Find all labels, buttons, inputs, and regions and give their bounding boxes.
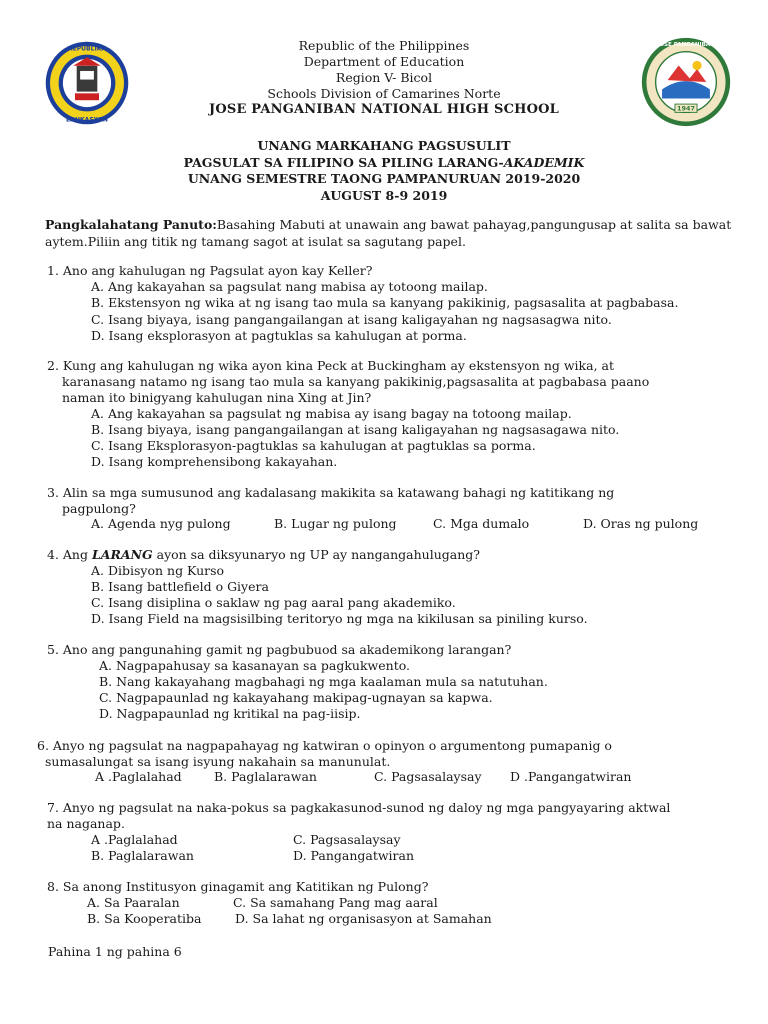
q1-choice-c: C. Isang biyaya, isang pangangailangan at isang kaligayahan ng nagsasagwa nito. (91, 312, 612, 327)
q4-emphasis: LARANG (91, 547, 153, 562)
exam-semester: UNANG SEMESTRE TAONG PAMPANURUAN 2019-2020 (187, 171, 581, 186)
svg-text:JOSE PANGANIBAN: JOSE PANGANIBAN (657, 42, 715, 49)
q1-choice-a: A. Ang kakayahan sa pagsulat nang mabisa ay totoong mailap. (91, 279, 488, 294)
q2-choice-c: C. Isang Eksplorasyon-pagtuklas sa kahulugan at pagtuklas sa porma. (91, 438, 536, 453)
q5-stem: 5. Ano ang pangunahing gamit ng pagbubuod sa akademikong larangan? (47, 642, 512, 657)
q1-choice-d: D. Isang eksplorasyon at pagtuklas sa kahulugan at porma. (91, 328, 467, 343)
q6-stem-line2: sumasalungat sa isang isyung nakahain sa manunulat. (45, 754, 391, 769)
q6-choice-b: B. Paglalarawan (214, 769, 317, 784)
q2-choice-b: B. Isang biyaya, isang pangangailangan at isang kaligayahan ng nagsasagawa nito. (91, 422, 620, 437)
q3-choice-a: A. Agenda nyg pulong (91, 516, 231, 531)
q1-choice-b: B. Ekstensyon ng wika at ng isang tao mula sa kanyang pakikinig, pagsasalita at pagbabasa. (91, 295, 679, 310)
q7-choice-d: D. Pangangatwiran (293, 848, 415, 863)
exam-subject-main: PAGSULAT SA FILIPINO SA PILING LARANG- (183, 154, 504, 170)
q7-stem-line2: na naganap. (47, 816, 125, 831)
exam-date: AUGUST 8-9 2019 (320, 187, 448, 203)
q6-choice-d: D .Pangangatwiran (510, 769, 632, 784)
seal-year-text: 1947 (677, 104, 695, 113)
q4-choice-b: B. Isang battlefield o Giyera (91, 579, 269, 594)
q3-choice-b: B. Lugar ng pulong (274, 516, 397, 531)
q4-stem (47, 546, 480, 563)
q4-choice-d: D. Isang Field na magsisilbing teritoryo ng mga na kikilusan sa piniling kurso. (91, 611, 588, 626)
exam-subject (0, 155, 768, 172)
q7-choice-c: C. Pagsasalaysay (293, 832, 401, 847)
q4-number: 4. Ang (47, 547, 92, 562)
q7-choice-b: B. Paglalarawan (91, 848, 194, 863)
school-name: JOSE PANGANIBAN NATIONAL HIGH SCHOOL (209, 102, 559, 117)
q8-choice-c: C. Sa samahang Pang mag aaral (233, 895, 438, 910)
q2-stem-line1: 2. Kung ang kahulugan ng wika ayon kina Peck at Buckingham ay ekstensyon ng wika, at (47, 358, 614, 373)
q2-choice-a: A. Ang kakayahan sa pagsulat ng mabisa ay isang bagay na totoong mailap. (91, 406, 572, 421)
exam-subject-emph: AKADEMIK (503, 154, 585, 170)
q8-choice-d: D. Sa lahat ng organisasyon at Samahan (235, 911, 492, 926)
q6-choice-a: A .Paglalahad (95, 769, 182, 784)
q8-choice-b: B. Sa Kooperatiba (87, 911, 202, 926)
q7-choice-a: A .Paglalahad (91, 832, 178, 847)
header-region: Region V- Bicol (335, 70, 433, 85)
exam-title: UNANG MARKAHANG PAGSUSULIT (257, 138, 511, 153)
q6-stem-line1: 6. Anyo ng pagsulat na nagpapahayag ng katwiran o opinyon o argumentong pumapanig o (37, 738, 612, 753)
header-republic: Republic of the Philippines (298, 38, 470, 53)
q4-stem-text: ayon sa diksyunaryo ng UP ay nangangahulugang? (152, 547, 480, 562)
q4-choice-c: C. Isang disiplina o saklaw ng pag aaral pang akademiko. (91, 595, 456, 610)
q5-choice-a: A. Nagpapahusay sa kasanayan sa pagkukwento. (99, 658, 410, 673)
general-instructions (45, 216, 735, 250)
letterhead (0, 38, 768, 118)
exam-title-block (0, 138, 768, 204)
svg-text:EDUKASYON: EDUKASYON (66, 116, 108, 124)
q8-stem: 8. Sa anong Institusyon ginagamit ang Katitikan ng Pulong? (47, 879, 429, 894)
instructions-text: Basahing Mabuti at unawain ang bawat pahayag,pangungusap at salita sa bawat aytem.Piliin ang titik ng tamang sagot at isulat sa sagutang papel. (45, 217, 732, 249)
page-number: Pahina 1 ng pahina 6 (48, 944, 182, 959)
q3-stem-line2: pagpulong? (62, 501, 136, 516)
q2-stem-line3: naman ito binigyang kahulugan nina Xing at Jin? (62, 390, 372, 405)
q6-choice-c: C. Pagsasalaysay (374, 769, 482, 784)
header-division: Schools Division of Camarines Norte (267, 86, 501, 101)
q8-choice-a: A. Sa Paaralan (87, 895, 180, 910)
header-department: Department of Education (303, 54, 465, 69)
q2-stem-line2: karanasang natamo ng isang tao mula sa kanyang pakikinig,pagsasalita at pagbabasa paano (62, 374, 650, 389)
q5-choice-b: B. Nang kakayahang magbahagi ng mga kaalaman mula sa natutuhan. (99, 674, 548, 689)
q5-choice-d: D. Nagpapaunlad ng kritikal na pag-iisip. (99, 706, 361, 721)
instructions-label: Pangkalahatang Panuto: (45, 217, 217, 232)
q5-choice-c: C. Nagpapaunlad ng kakayahang makipag-ugnayan sa kapwa. (99, 690, 493, 705)
q1-stem: 1. Ano ang kahulugan ng Pagsulat ayon kay Keller? (47, 263, 373, 278)
svg-text:REPUBLIKA: REPUBLIKA (67, 45, 107, 53)
q7-stem-line1: 7. Anyo ng pagsulat na naka-pokus sa pagkakasunod-sunod ng daloy ng mga pangyayaring aktwal (47, 800, 671, 815)
q3-choice-d: D. Oras ng pulong (583, 516, 699, 531)
q2-choice-d: D. Isang komprehensibong kakayahan. (91, 454, 338, 469)
q4-choice-a: A. Dibisyon ng Kurso (91, 563, 225, 578)
q3-choice-c: C. Mga dumalo (433, 516, 530, 531)
q3-stem-line1: 3. Alin sa mga sumusunod ang kadalasang makikita sa katawang bahagi ng katitikang ng (47, 485, 615, 500)
